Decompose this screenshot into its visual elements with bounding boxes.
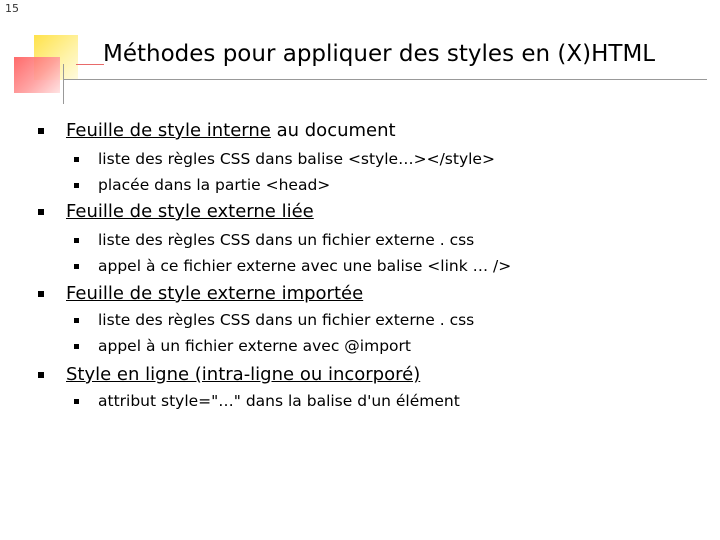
square-bullet-icon	[74, 183, 79, 188]
square-bullet-icon	[74, 399, 79, 404]
item-label-underlined: Feuille de style interne	[66, 120, 271, 141]
decoration-red-line	[76, 64, 104, 65]
item-label-rest: au document	[270, 120, 396, 141]
square-bullet-icon	[38, 372, 44, 378]
sub-item-text: placée dans la partie <head>	[98, 176, 331, 194]
square-bullet-icon	[38, 291, 44, 297]
square-bullet-icon	[74, 318, 79, 323]
slide-number: 15	[5, 2, 19, 15]
sub-item-text: appel à un fichier externe avec @import	[98, 337, 411, 355]
square-bullet-icon	[38, 209, 44, 215]
sub-item-text: attribut style="…" dans la balise d'un élément	[98, 392, 460, 410]
slide-title: Méthodes pour appliquer des styles en (X)HTML	[103, 41, 656, 67]
decoration-red-square	[14, 57, 60, 93]
square-bullet-icon	[74, 344, 79, 349]
title-vertical-line	[63, 64, 64, 104]
item-label-underlined: Style en ligne (intra-ligne ou incorporé)	[66, 364, 421, 385]
item-label-underlined: Feuille de style externe importée	[66, 283, 364, 304]
title-underline	[63, 79, 707, 80]
square-bullet-icon	[74, 157, 79, 162]
square-bullet-icon	[74, 238, 79, 243]
sub-item-text: appel à ce fichier externe avec une balise <link … />	[98, 257, 512, 275]
sub-item-text: liste des règles CSS dans balise <style…></style>	[98, 150, 495, 168]
square-bullet-icon	[38, 128, 44, 134]
sub-item-text: liste des règles CSS dans un fichier externe . css	[98, 311, 475, 329]
sub-item-text: liste des règles CSS dans un fichier externe . css	[98, 231, 475, 249]
item-label-underlined: Feuille de style externe liée	[66, 201, 314, 222]
square-bullet-icon	[74, 264, 79, 269]
